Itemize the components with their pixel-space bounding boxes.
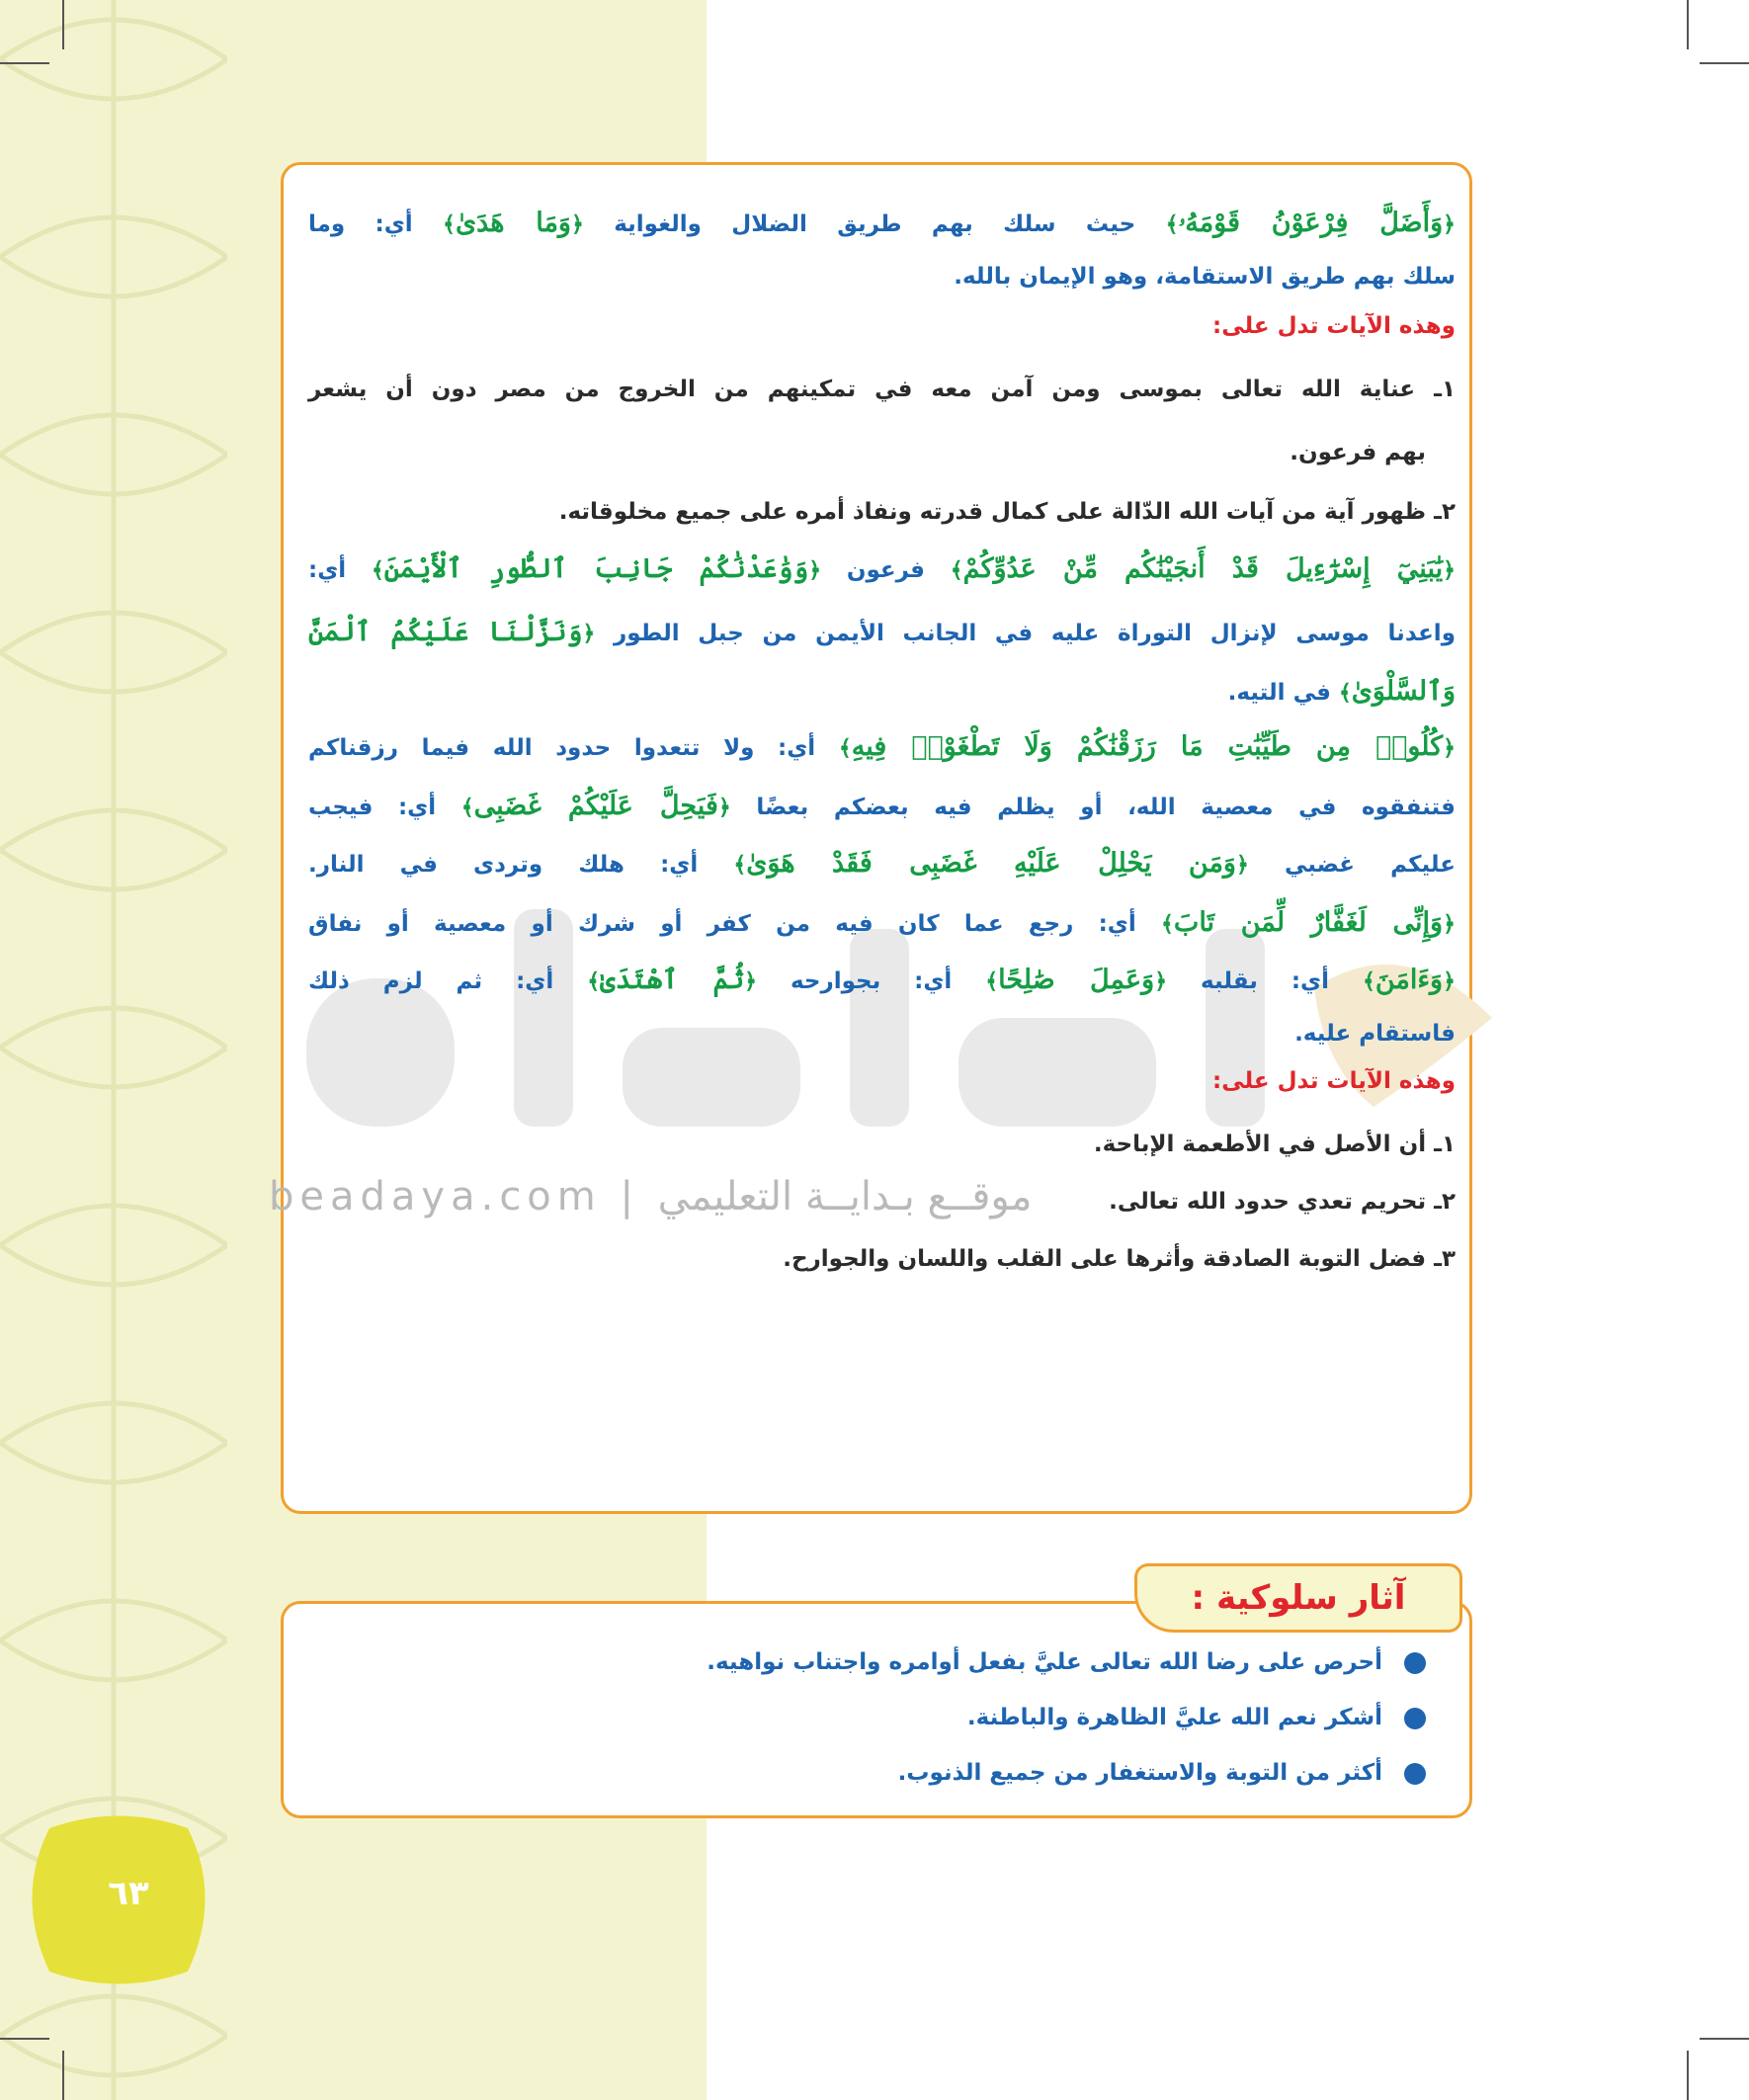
text-segment: وهذه الآيات تدل على:	[1212, 1068, 1456, 1094]
quran-verse: وَمَن يَحْلِلْ عَلَيْهِ غَضَبِى فَقَدْ هَوَىٰ	[746, 848, 1236, 879]
text-line	[308, 903, 1456, 945]
text-segment: حيث سلك بهم طريق الضلال والغواية	[583, 211, 1166, 237]
text-line	[308, 672, 1456, 714]
verse-bracket: ﴿	[570, 212, 584, 237]
text-segment: وهذه الآيات تدل على:	[1212, 313, 1456, 339]
verse-bracket: ﴾	[1165, 212, 1179, 237]
ornament-pattern	[0, 0, 227, 2100]
text-line	[308, 1014, 1456, 1053]
text-line	[308, 204, 1456, 245]
behavior-header	[1134, 1563, 1462, 1633]
text-line	[308, 1239, 1456, 1279]
behavior-item: أحرص على رضا الله تعالى عليَّ بفعل أوامره واجتناب نواهيه.	[707, 1649, 1382, 1675]
text-line	[308, 492, 1456, 532]
text-segment: أي: بقلبه	[1167, 968, 1363, 994]
verse-bracket: ﴿	[1154, 969, 1168, 994]
verse-bracket: ﴾	[443, 212, 456, 237]
text-segment: ١ـ أن الأصل في الأطعمة الإباحة.	[1093, 1132, 1456, 1157]
verse-bracket: ﴿	[808, 558, 822, 583]
behavior-title: آثار سلوكية :	[1191, 1578, 1406, 1618]
text-segment: ٢ـ ظهور آية من آيات الله الدّالة على كمال قدرته ونفاذ أمره على جميع مخلوقاته.	[558, 499, 1456, 525]
quran-verse: كُلُوا۟ مِن طَيِّبَٰتِ مَا رَزَقْنَٰكُمْ وَلَا تَطْغَوْا۟ فِيهِ	[851, 731, 1444, 762]
text-segment: سلك بهم طريق الاستقامة، وهو الإيمان بالله.	[954, 264, 1456, 290]
verse-bracket: ﴿	[1443, 912, 1456, 937]
list-item	[308, 1642, 1426, 1682]
text-line	[308, 433, 1426, 472]
text-segment: أي: هلك وتردى في النار.	[308, 852, 734, 878]
verse-bracket: ﴾	[587, 969, 601, 994]
crop-mark	[0, 62, 49, 64]
behavior-list	[308, 1642, 1456, 1810]
quran-verse: وَمَا هَدَىٰ	[455, 208, 571, 238]
crop-mark	[1700, 2038, 1749, 2040]
text-line	[308, 549, 1456, 591]
text-segment: أي: بجوارحه	[757, 968, 986, 994]
list-item	[308, 1753, 1426, 1793]
crop-mark	[1687, 0, 1689, 49]
text-segment: ٢ـ تحريم تعدي حدود الله تعالى.	[1109, 1189, 1456, 1215]
bullet-icon	[1404, 1652, 1426, 1674]
bullet-icon	[1404, 1763, 1426, 1785]
quran-verse: وَٱلسَّلْوَىٰ	[1351, 676, 1456, 707]
quran-verse: وَنَزَّلْنَا عَلَيْكُمُ ٱلْمَنَّ	[308, 617, 583, 647]
text-line	[308, 844, 1456, 885]
quran-verse: وَعَمِلَ صَٰلِحًا	[998, 965, 1155, 995]
verse-bracket: ﴿	[717, 796, 731, 820]
quran-verse: يَٰبَنِيٓ إِسْرَٰٓءِيلَ قَدْ أَنجَيْنَٰكُم مِّنْ عَدُوِّكُمْ	[962, 553, 1444, 584]
verse-bracket: ﴾	[1362, 969, 1375, 994]
crop-mark	[62, 0, 64, 49]
verse-bracket: ﴿	[744, 969, 758, 994]
verse-bracket: ﴾	[460, 796, 474, 820]
text-segment: واعدنا موسى لإنزال التوراة عليه في الجانب الأيمن من جبل الطور	[595, 621, 1456, 646]
quran-verse: وَءَامَنَ	[1374, 965, 1444, 995]
text-line	[308, 257, 1456, 296]
quran-verse: فَيَحِلَّ عَلَيْكُمْ غَضَبِى	[473, 791, 718, 821]
verse-bracket: ﴾	[985, 969, 999, 994]
verse-bracket: ﴾	[1338, 681, 1352, 706]
text-segment: أي: رجع عما كان فيه من كفر أو شرك أو معصية أو نفاق	[308, 911, 1162, 937]
crop-mark	[62, 2051, 64, 2100]
verse-bracket: ﴿	[1443, 558, 1457, 583]
bullet-icon	[1404, 1708, 1426, 1729]
text-segment: أي: وما	[308, 211, 444, 237]
text-segment: فتنفقوه في معصية الله، أو يظلم فيه بعضكم بعضًا	[730, 795, 1456, 820]
text-segment: عليكم غضبي	[1248, 852, 1456, 878]
text-segment: أي: ثم لزم ذلك	[308, 968, 588, 994]
text-line	[308, 787, 1456, 828]
text-line	[308, 306, 1456, 346]
verse-bracket: ﴿	[1443, 969, 1456, 994]
text-segment: أي:	[308, 557, 372, 583]
behavior-item: أشكر نعم الله عليَّ الظاهرة والباطنة.	[966, 1705, 1382, 1730]
page-number: ٦٣	[108, 1874, 149, 1913]
text-line	[308, 1125, 1456, 1164]
text-segment: بهم فرعون.	[1290, 440, 1426, 465]
quran-verse: وَأَضَلَّ فِرْعَوْنُ قَوْمَهُۥ	[1178, 208, 1444, 238]
text-line	[308, 727, 1456, 769]
text-segment: أي: ولا تتعدوا حدود الله فيما رزقناكم	[308, 735, 839, 761]
quran-verse: وَإِنِّى لَغَفَّارٌ لِّمَن تَابَ	[1173, 907, 1444, 938]
text-line	[308, 370, 1456, 409]
behavior-item: أكثر من التوبة والاستغفار من جميع الذنوب.	[897, 1760, 1382, 1786]
text-line	[308, 1061, 1456, 1101]
text-segment: فاستقام عليه.	[1294, 1021, 1456, 1047]
crop-mark	[0, 2038, 49, 2040]
text-segment: ٣ـ فضل التوبة الصادقة وأثرها على القلب واللسان والجوارح.	[783, 1246, 1456, 1272]
verse-bracket: ﴾	[1161, 912, 1174, 937]
text-line	[308, 1182, 1456, 1221]
text-segment: ١ـ عناية الله تعالى بموسى ومن آمن معه في تمكينهم من الخروج من مصر دون أن يشعر	[308, 377, 1456, 402]
verse-bracket: ﴾	[733, 853, 747, 878]
list-item	[308, 1698, 1426, 1737]
quran-verse: ثُمَّ ٱهْتَدَىٰ	[600, 965, 745, 995]
verse-bracket: ﴾	[950, 558, 963, 583]
verse-bracket: ﴿	[1443, 736, 1456, 761]
crop-mark	[1700, 62, 1749, 64]
quran-verse: وَوَٰعَدْنَٰكُمْ جَانِبَ ٱلطُّورِ ٱلْأَيْمَنَ	[383, 553, 809, 584]
text-segment: فرعون	[821, 557, 951, 583]
crop-mark	[1687, 2051, 1689, 2100]
verse-bracket: ﴾	[371, 558, 384, 583]
text-line	[308, 613, 1456, 654]
verse-bracket: ﴿	[1443, 212, 1457, 237]
watermark-text: beadaya.com | موقــع بـدايــة التعليمي	[269, 1174, 1033, 1219]
verse-bracket: ﴿	[582, 622, 596, 646]
text-line	[308, 961, 1456, 1002]
verse-bracket: ﴾	[838, 736, 852, 761]
lesson-text	[308, 204, 1456, 1488]
verse-bracket: ﴿	[1235, 853, 1249, 878]
text-segment: في التيه.	[1227, 680, 1339, 706]
text-segment: أي: فيجب	[308, 795, 461, 820]
